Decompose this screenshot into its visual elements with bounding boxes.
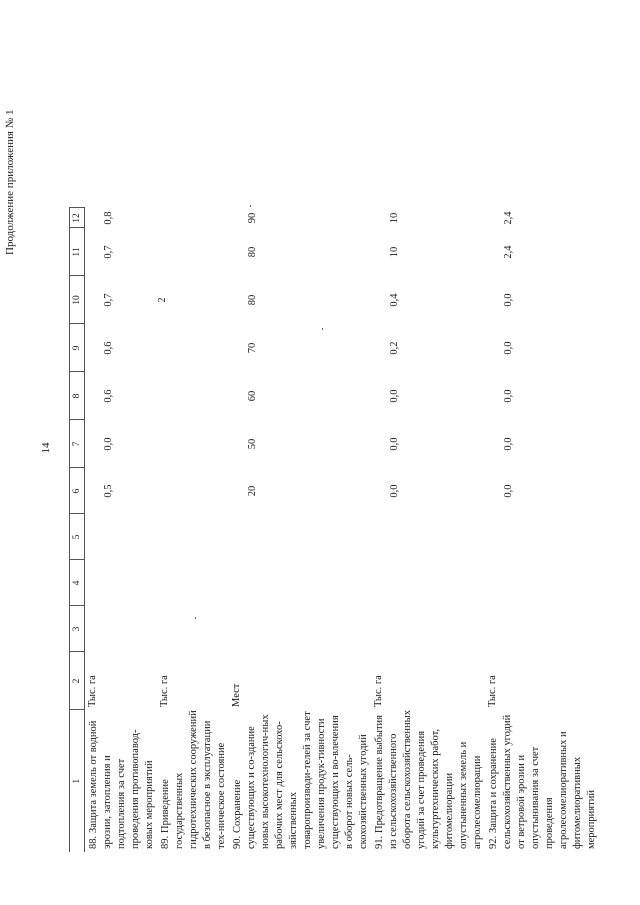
value-cell: [371, 514, 485, 560]
value-cell: 0,0: [389, 437, 400, 451]
value-cell: 0,6: [103, 389, 114, 403]
column-header: 12: [70, 208, 85, 228]
value-cell: 0,0: [389, 389, 400, 403]
value-cell: [157, 420, 229, 468]
unit-cell: Тыс. га: [159, 675, 170, 707]
unit-cell: Тыс. га: [373, 675, 384, 707]
column-header: 2: [70, 652, 85, 710]
value-cell: 0,0: [503, 293, 514, 307]
scan-speck: [322, 328, 323, 330]
value-cell: 0,2: [389, 341, 400, 355]
table-row: [485, 208, 630, 852]
row-number: 90.: [232, 835, 243, 849]
value-cell: 0,4: [389, 293, 400, 307]
column-header: 10: [70, 276, 85, 324]
value-cell: 0,8: [103, 211, 114, 225]
value-cell: 10: [389, 246, 400, 258]
continuation-title: Продолжение приложения № 1: [4, 109, 16, 255]
column-header: 7: [70, 420, 85, 468]
column-header: 3: [70, 606, 85, 652]
value-cell: 0,0: [503, 389, 514, 403]
value-cell: 2,4: [503, 211, 514, 225]
scan-speck: [250, 205, 251, 207]
indicator-name: Приведение государственных гидротехнических сооружений в безопасное в эксплуатации тех-ническое состояние: [160, 710, 227, 849]
column-header: 6: [70, 468, 85, 514]
value-cell: 0,7: [103, 293, 114, 307]
table-row: [229, 208, 371, 852]
value-cell: [85, 560, 158, 606]
indicator-name: Защита земель от водной эрозии, затопления и подтопления за счет проведения противопавод-ковых мероприятий: [88, 720, 155, 849]
row-number: 88.: [88, 835, 99, 849]
column-header: 9: [70, 324, 85, 372]
indicator-name-cell: [485, 710, 630, 852]
value-cell: 2: [157, 297, 168, 303]
value-cell: 0,0: [503, 484, 514, 498]
value-cell: 70: [247, 342, 258, 354]
value-cell: [485, 514, 630, 560]
indicator-name-cell: [157, 710, 229, 852]
unit-cell: Мест: [231, 683, 242, 707]
value-cell: [157, 324, 229, 372]
column-header: 5: [70, 514, 85, 560]
value-cell: 0,0: [503, 437, 514, 451]
value-cell: [157, 606, 229, 652]
value-cell: [229, 560, 371, 606]
value-cell: 90: [247, 212, 258, 224]
value-cell: [85, 514, 158, 560]
indicator-name: Предотвращение выбытия из сельскохозяйственного оборота сельскохозяйственных угодий за счет проведения культуртехнических работ, фитомелиорации опустыненных земель и агролесомелиорации: [374, 710, 483, 849]
value-cell: [157, 372, 229, 420]
unit-cell: Тыс. га: [487, 675, 498, 707]
column-header: 4: [70, 560, 85, 606]
indicator-name: Сохранение существующих и со-здание новых высокотехнологич-ных рабочих мест для сельскохо-зяйственных товаропроизводи-телей за счет увеличения продук-тивности существующих и во-влечения в оборот новых сель-скохозяйственных угодий: [232, 711, 369, 849]
unit-cell: Тыс. га: [87, 675, 98, 707]
value-cell: [229, 606, 371, 652]
table-row: [157, 208, 229, 852]
value-cell: 0,0: [389, 484, 400, 498]
value-cell: 80: [247, 246, 258, 258]
value-cell: [157, 560, 229, 606]
value-cell: [371, 606, 485, 652]
value-cell: [157, 514, 229, 560]
indicator-name: Защита и сохранение сельскохозяйственных угодий от ветровой эрозии и опустынивания за счет проведения агролесомелиоративных и фитомелиоративных мероприятий: [488, 714, 597, 849]
value-cell: [85, 606, 158, 652]
indicators-table: [69, 208, 630, 853]
value-cell: [371, 560, 485, 606]
row-number: 92.: [488, 835, 499, 849]
value-cell: 0,0: [103, 437, 114, 451]
value-cell: 0,5: [103, 484, 114, 498]
table-row: [85, 208, 158, 852]
value-cell: 0,0: [503, 341, 514, 355]
value-cell: 0,7: [103, 245, 114, 259]
value-cell: 10: [389, 212, 400, 224]
indicator-name-cell: [229, 710, 371, 852]
value-cell: 60: [247, 390, 258, 402]
value-cell: [485, 560, 630, 606]
column-header: 8: [70, 372, 85, 420]
value-cell: [157, 228, 229, 276]
value-cell: [157, 208, 229, 228]
column-number-header: [70, 208, 85, 852]
row-number: 89.: [160, 835, 171, 849]
value-cell: 20: [247, 485, 258, 497]
value-cell: [157, 468, 229, 514]
indicator-name-cell: [371, 710, 485, 852]
indicator-name-cell: [85, 710, 158, 852]
value-cell: [229, 514, 371, 560]
page-number: 14: [40, 442, 52, 454]
table-row: [371, 208, 485, 852]
value-cell: [485, 606, 630, 652]
value-cell: 0,6: [103, 341, 114, 355]
value-cell: 80: [247, 294, 258, 306]
value-cell: 50: [247, 438, 258, 450]
column-header: 11: [70, 228, 85, 276]
value-cell: 2,4: [503, 245, 514, 259]
scan-speck: [195, 617, 196, 619]
column-header: 1: [70, 710, 85, 852]
row-number: 91.: [374, 835, 385, 849]
